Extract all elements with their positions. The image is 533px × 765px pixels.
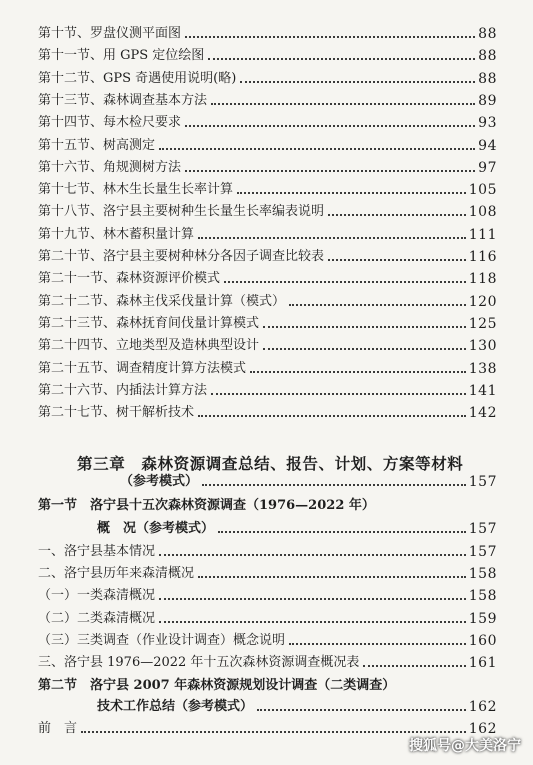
page-number: 157 (468, 521, 497, 537)
page-number: 130 (468, 338, 497, 355)
page-number: 94 (478, 137, 497, 154)
page-number: 88 (478, 70, 497, 87)
page-number: 158 (468, 566, 497, 583)
section-one-subtitle: 概 况（参考模式） (97, 521, 215, 536)
leader-dots (328, 259, 466, 261)
toc-entry-title: 第十二节、GPS 奇遇使用说明(略) (38, 70, 237, 86)
leader-dots (263, 348, 466, 350)
page-number: 158 (468, 588, 497, 605)
toc-entry[interactable] (38, 182, 497, 198)
toc-entry[interactable] (38, 633, 497, 649)
leader-dots (289, 304, 466, 306)
toc-entry[interactable] (38, 160, 497, 176)
toc-entry[interactable] (38, 655, 497, 671)
page-number: 108 (468, 204, 497, 221)
section-two-subtitle: 技术工作总结（参考模式） (97, 699, 254, 714)
toc-entry[interactable] (38, 566, 497, 582)
toc-entry[interactable] (38, 316, 497, 332)
toc-entry[interactable] (38, 361, 497, 377)
toc-entry[interactable] (38, 48, 497, 64)
page-number: 162 (468, 699, 497, 715)
page-number: 120 (468, 293, 497, 310)
toc-entry[interactable] (38, 544, 497, 560)
toc-entry[interactable] (38, 338, 497, 354)
leader-dots (159, 598, 466, 600)
section-one-title: 第一节 洛宁县十五次森林资源调查（1976—2022 年） (38, 498, 375, 513)
toc-entry[interactable] (38, 294, 497, 310)
leader-dots (224, 281, 466, 283)
page-number: 88 (478, 48, 497, 65)
page-number: 89 (478, 92, 497, 109)
leader-dots (198, 415, 466, 417)
chapter-three-subtitle: （参考模式） (120, 474, 199, 489)
toc-entry-title: 第二十四节、立地类型及造林典型设计 (38, 338, 260, 354)
page-number: 157 (468, 474, 497, 490)
leader-dots (289, 643, 466, 645)
toc-entry-title: 二、洛宁县历年来森清概况 (38, 566, 195, 582)
page-number: 111 (468, 226, 497, 243)
section-two-title: 第二节 洛宁县 2007 年森林资源规划设计调查（二类调查） (38, 678, 396, 693)
toc-entry-title: 第二十二节、森林主伐采伐量计算（模式） (38, 293, 286, 309)
toc-entry-title: 第十三节、森林调查基本方法 (38, 92, 208, 108)
toc-entry-title: 第二十七节、树干解析技术 (38, 405, 195, 421)
toc-entry-title: （三）三类调查（作业设计调查）概念说明 (38, 632, 286, 648)
leader-dots (218, 531, 466, 533)
toc-entry[interactable] (38, 405, 497, 421)
leader-dots (211, 393, 466, 395)
leader-dots (263, 326, 466, 328)
page-number: 97 (478, 159, 497, 176)
leader-dots (257, 709, 466, 711)
page-number: 138 (468, 360, 497, 377)
page-number: 161 (468, 655, 497, 671)
leader-dots (81, 731, 466, 733)
toc-entry-title: 第十四节、每木检尺要求 (38, 115, 182, 131)
leader-dots (202, 484, 466, 486)
page-number: 160 (468, 632, 497, 649)
leader-dots (198, 576, 466, 578)
toc-entry[interactable] (38, 138, 497, 154)
page-number: 142 (468, 405, 497, 422)
leader-dots (159, 621, 466, 623)
section-one-subtitle-row[interactable] (97, 521, 497, 537)
leader-dots (237, 192, 466, 194)
leader-dots (250, 371, 466, 373)
leader-dots (185, 170, 475, 172)
page-number: 118 (468, 271, 497, 288)
leader-dots (185, 125, 475, 127)
toc-entry-title: 第二十一节、森林资源评价模式 (38, 271, 221, 287)
toc-entry[interactable] (38, 271, 497, 287)
leader-dots (159, 148, 475, 150)
toc-entry-title: 一、洛宁县基本情况 (38, 544, 156, 559)
page-number: 116 (468, 249, 497, 265)
leader-dots (328, 214, 466, 216)
toc-entry-title: 第十九节、林木蓄积量计算 (38, 226, 195, 242)
leader-dots (363, 665, 465, 667)
toc-entry[interactable] (38, 26, 497, 42)
page-number: 159 (468, 610, 497, 627)
leader-dots (198, 237, 466, 239)
page-number: 162 (468, 721, 497, 737)
toc-entry-title: 第二十节、洛宁县主要树种林分各因子调查比较表 (38, 249, 325, 264)
toc-entry-title: 第二十六节、内插法计算方法 (38, 382, 208, 398)
watermark-logo: 搜狐号@大美洛宁 (409, 738, 521, 754)
toc-entry[interactable] (38, 227, 497, 243)
toc-entry[interactable] (38, 115, 497, 131)
preface-title: 前 言 (38, 721, 78, 736)
toc-entry-title: 第十六节、角规测树方法 (38, 159, 182, 175)
chapter-three-heading: 第三章 森林资源调查总结、报告、计划、方案等材料 (77, 454, 464, 473)
leader-dots (185, 36, 475, 38)
page-number: 125 (468, 315, 497, 332)
toc-entry[interactable] (38, 249, 497, 265)
toc-entry-title: 第十五节、树高测定 (38, 137, 156, 153)
leader-dots (211, 103, 475, 105)
leader-dots (208, 58, 475, 60)
toc-entry[interactable] (38, 204, 497, 220)
toc-entry-title: 第二十三节、森林抚育间伐量计算模式 (38, 315, 260, 331)
page-number: 88 (478, 26, 497, 42)
leader-dots (159, 554, 466, 556)
toc-entry[interactable] (38, 588, 497, 604)
page-number: 105 (468, 182, 497, 199)
toc-entry[interactable] (38, 93, 497, 109)
toc-entry-title: （二）二类森清概况 (38, 610, 156, 626)
page-number: 93 (478, 115, 497, 132)
toc-entry-title: 第十一节、用 GPS 定位绘图 (38, 48, 205, 64)
toc-entry[interactable] (38, 611, 497, 627)
toc-entry-title: 三、洛宁县 1976—2022 年十五次森林资源调查概况表 (38, 655, 360, 670)
leader-dots (240, 81, 475, 83)
toc-entry[interactable] (38, 71, 497, 87)
toc-entry[interactable] (38, 383, 497, 399)
section-two-subtitle-row[interactable] (97, 699, 497, 715)
toc-entry-title: 第二十五节、调查精度计算方法模式 (38, 360, 247, 376)
toc-entry-title: 第十七节、林木生长量生长率计算 (38, 182, 234, 198)
page-number: 157 (468, 544, 497, 560)
page-number: 141 (468, 382, 497, 399)
chapter-three-subtitle-row[interactable] (120, 474, 497, 490)
toc-entry-title: 第十节、罗盘仪测平面图 (38, 26, 182, 41)
toc-entry-title: 第十八节、洛宁县主要树种生长量生长率编表说明 (38, 204, 325, 220)
toc-entry-title: （一）一类森清概况 (38, 588, 156, 604)
